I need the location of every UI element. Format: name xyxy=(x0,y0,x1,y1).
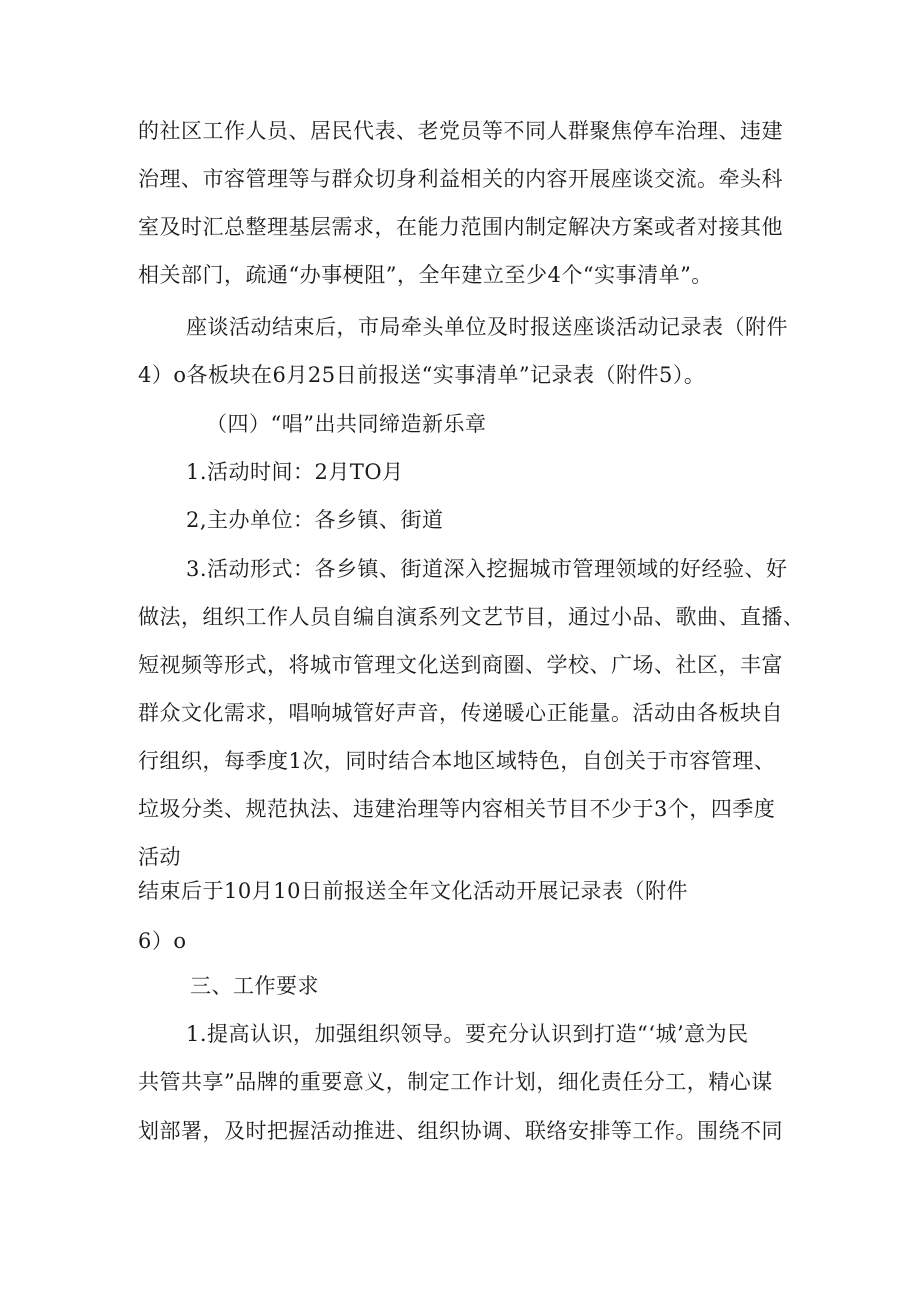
body-line: 相关部门，疏通“办事梗阻”，全年建立至少4个“实事清单”。 xyxy=(138,263,713,287)
body-line: 划部署，及时把握活动推进、组织协调、联络安排等工作。围绕不同 xyxy=(138,1119,783,1143)
body-line: 垃圾分类、规范执法、违建治理等内容相关节目不少于3个，四季度 xyxy=(138,797,776,821)
body-line: 的社区工作人员、居民代表、老党员等不同人群聚焦停车治理、违建 xyxy=(138,119,783,143)
body-line: 6）o xyxy=(138,929,187,953)
body-line: 行组织，每季度1次，同时结合本地区域特色，自创关于市容管理、 xyxy=(138,749,776,773)
body-line: 结束后于10月10日前报送全年文化活动开展记录表（附件 xyxy=(138,879,688,903)
paragraph-start: 座谈活动结束后，市局牵头单位及时报送座谈活动记录表（附件 xyxy=(186,315,788,339)
body-line: 短视频等形式，将城市管理文化送到商圈、学校、广场、社区，丰富 xyxy=(138,653,783,677)
list-item: 1.提高认识，加强组织领导。要充分认识到打造“‘城’意为民 xyxy=(186,1022,749,1046)
body-line: 活动 xyxy=(138,845,181,869)
section-heading: 三、工作要求 xyxy=(190,974,319,998)
body-line: 治理、市容管理等与群众切身利益相关的内容开展座谈交流。牵头科 xyxy=(138,167,783,191)
list-item: 3.活动形式：各乡镇、街道深入挖掘城市管理领域的好经验、好 xyxy=(186,557,788,581)
list-item: 1.活动时间：2月TO月 xyxy=(186,460,404,484)
list-item: 2,主办单位：各乡镇、街道 xyxy=(186,508,444,532)
section-heading: （四）“唱”出共同缔造新乐章 xyxy=(206,412,487,436)
body-line: 做法，组织工作人员自编自演系列文艺节目，通过小品、歌曲、直播、 xyxy=(138,605,805,629)
body-line: 室及时汇总整理基层需求，在能力范围内制定解决方案或者对接其他 xyxy=(138,215,783,239)
body-line: 4）o各板块在6月25日前报送“实事清单”记录表（附件5）。 xyxy=(138,363,706,387)
body-line: 共管共享”品牌的重要意义，制定工作计划，细化责任分工，精心谋 xyxy=(138,1070,773,1094)
body-line: 群众文化需求，唱响城管好声音，传递暖心正能量。活动由各板块自 xyxy=(138,701,783,725)
